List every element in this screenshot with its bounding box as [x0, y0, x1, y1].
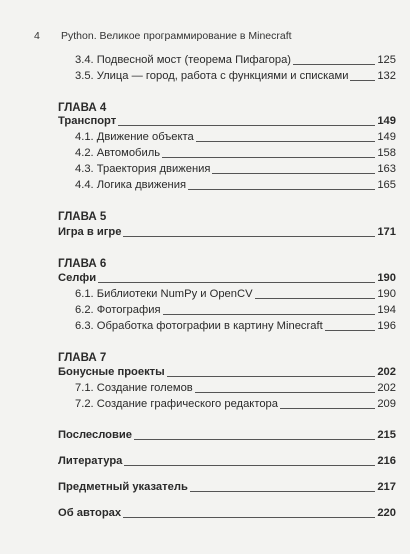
leader-line	[196, 141, 376, 142]
leader-line	[188, 189, 375, 190]
toc-entry-label: 3.5. Улица — город, работа с функциями и списками	[75, 70, 349, 82]
toc-entry-label: 4.4. Логика движения	[75, 179, 187, 191]
chapter-heading-7: ГЛАВА 7	[58, 352, 107, 364]
leader-line	[163, 314, 376, 315]
toc-entry-page: 216	[377, 455, 396, 467]
toc-entry-page: 163	[377, 163, 396, 175]
toc-entry-4-1[interactable]	[58, 131, 396, 144]
toc-entry-4-4[interactable]	[58, 179, 396, 192]
toc-entry-page: 194	[377, 304, 396, 316]
toc-index[interactable]	[58, 481, 396, 494]
toc-entry-6-2[interactable]	[58, 304, 396, 317]
toc-entry-page: 190	[377, 288, 396, 300]
toc-entry-page: 149	[377, 115, 396, 127]
toc-entry-page: 132	[377, 70, 396, 82]
toc-chapter-5-title[interactable]	[58, 226, 396, 239]
toc-entry-label: Бонусные проекты	[58, 366, 165, 378]
leader-line	[255, 298, 376, 299]
toc-entry-label: Об авторах	[58, 507, 122, 519]
toc-entry-page: 125	[377, 54, 396, 66]
toc-chapter-6-title[interactable]	[58, 272, 396, 285]
toc-entry-page: 220	[377, 507, 396, 519]
toc-entry-page: 149	[377, 131, 396, 143]
toc-entry-page: 190	[377, 272, 396, 284]
toc-entry-label: 3.4. Подвесной мост (теорема Пифагора)	[75, 54, 292, 66]
toc-entry-label: Игра в игре	[58, 226, 122, 238]
toc-entry-label: 7.1. Создание големов	[75, 382, 193, 394]
leader-line	[124, 465, 375, 466]
leader-line	[325, 330, 376, 331]
toc-entry-page: 196	[377, 320, 396, 332]
toc-entry-7-1[interactable]	[58, 382, 396, 395]
toc-entry-6-3[interactable]	[58, 320, 396, 333]
toc-afterword[interactable]	[58, 429, 396, 442]
toc-entry-label: 7.2. Создание графического редактора	[75, 398, 278, 410]
leader-line	[293, 64, 375, 65]
toc-entry-6-1[interactable]	[58, 288, 396, 301]
toc-entry-label: Селфи	[58, 272, 97, 284]
toc-entry-page: 165	[377, 179, 396, 191]
toc-entry-4-3[interactable]	[58, 163, 396, 176]
leader-line	[280, 408, 375, 409]
toc-entry-label: 6.1. Библиотеки NumPy и OpenCV	[75, 288, 253, 300]
chapter-heading-4: ГЛАВА 4	[58, 102, 107, 114]
toc-entry-label: 6.2. Фотография	[75, 304, 161, 316]
toc-entry-3-4[interactable]	[58, 54, 396, 67]
toc-entry-label: Транспорт	[58, 115, 117, 127]
toc-chapter-7-title[interactable]	[58, 366, 396, 379]
toc-entry-label: Литература	[58, 455, 123, 467]
toc-entry-label: 4.3. Траектория движения	[75, 163, 211, 175]
page-number: 4	[34, 30, 40, 42]
running-title: Python. Великое программирование в Minecraft	[61, 30, 292, 42]
leader-line	[190, 491, 376, 492]
toc-entry-page: 215	[377, 429, 396, 441]
toc-authors[interactable]	[58, 507, 396, 520]
toc-entry-label: Предметный указатель	[58, 481, 188, 493]
leader-line	[98, 282, 375, 283]
toc-entry-page: 209	[377, 398, 396, 410]
toc-entry-3-5[interactable]	[58, 70, 396, 83]
leader-line	[350, 80, 375, 81]
toc-entry-page: 171	[377, 226, 396, 238]
table-of-contents	[58, 54, 396, 520]
toc-chapter-4-title[interactable]	[58, 115, 396, 128]
toc-entry-label: Послесловие	[58, 429, 132, 441]
toc-entry-label: 6.3. Обработка фотографии в картину Minecraft	[75, 320, 323, 332]
toc-entry-4-2[interactable]	[58, 147, 396, 160]
toc-entry-page: 202	[377, 382, 396, 394]
leader-line	[118, 125, 375, 126]
toc-entry-7-2[interactable]	[58, 398, 396, 411]
toc-entry-label: 4.2. Автомобиль	[75, 147, 161, 159]
leader-line	[123, 236, 375, 237]
leader-line	[212, 173, 375, 174]
leader-line	[134, 439, 375, 440]
toc-entry-page: 217	[377, 481, 396, 493]
chapter-heading-5: ГЛАВА 5	[58, 211, 107, 223]
toc-entry-page: 202	[377, 366, 396, 378]
leader-line	[195, 392, 376, 393]
leader-line	[162, 157, 375, 158]
leader-line	[167, 376, 376, 377]
toc-literature[interactable]	[58, 455, 396, 468]
toc-entry-page: 158	[377, 147, 396, 159]
toc-entry-label: 4.1. Движение объекта	[75, 131, 194, 143]
chapter-heading-6: ГЛАВА 6	[58, 258, 107, 270]
leader-line	[123, 517, 375, 518]
